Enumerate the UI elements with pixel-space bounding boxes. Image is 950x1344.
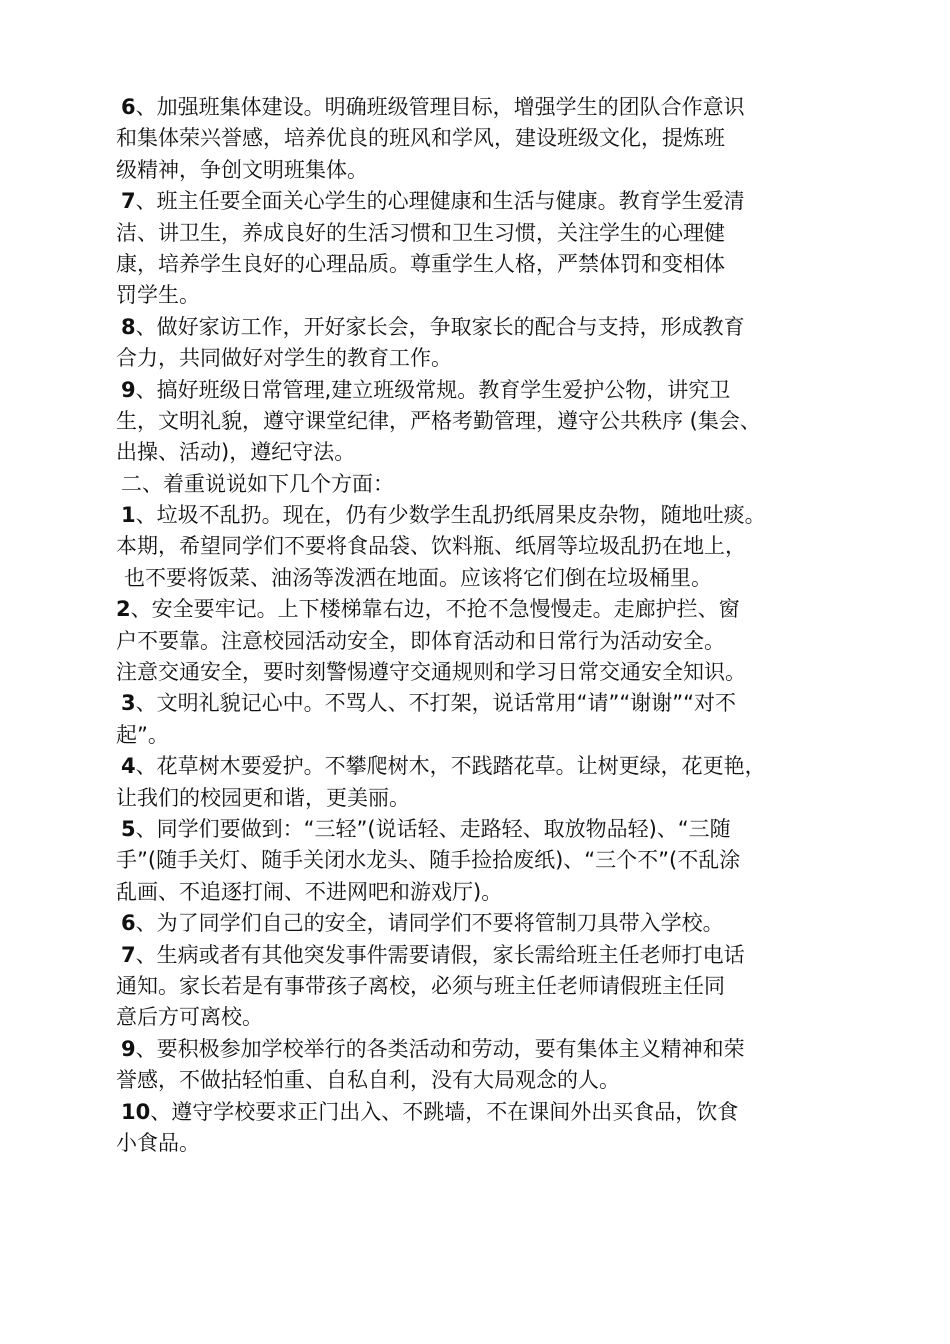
text-line	[116, 406, 856, 437]
line-text: 、班主任要全面关心学生的心理健康和生活与健康。教育学生爱清	[135, 189, 745, 214]
text-line	[116, 92, 856, 123]
text-line	[116, 469, 856, 500]
item-number: 7	[121, 942, 136, 967]
line-text: 二、着重说说如下几个方面：	[121, 471, 394, 496]
item-number: 6	[121, 95, 136, 119]
text-line	[116, 908, 856, 939]
text-line	[116, 783, 856, 814]
line-text: 、生病或者有其他突发事件需要请假，家长需给班主任老师打电话	[135, 942, 745, 967]
text-line	[116, 249, 856, 280]
text-line	[116, 1002, 856, 1033]
text-line	[116, 877, 856, 908]
line-text: 、要积极参加学校举行的各类活动和劳动，要有集体主义精神和荣	[135, 1036, 745, 1061]
line-text: 、加强班集体建设。明确班级管理目标，增强学生的团队合作意识	[135, 95, 745, 119]
line-text: 、花草树木要爱护。不攀爬树木，不践踏花草。让树更绿，花更艳，	[135, 754, 766, 779]
line-text: 本期，希望同学们不要将食品袋、饮料瓶、纸屑等垃圾乱扔在地上，	[116, 534, 746, 559]
text-line	[116, 312, 856, 343]
item-number: 6	[121, 911, 136, 936]
item-number: 9	[121, 1036, 136, 1061]
text-line	[116, 971, 856, 1002]
line-text: 、垃圾不乱扔。现在，仍有少数学生乱扔纸屑果皮杂物，随地吐痰。	[135, 503, 766, 528]
line-text: 罚学生。	[116, 283, 200, 308]
text-line	[116, 657, 856, 688]
line-text: 、遵守学校要求正门出入、不跳墙，不在课间外出买食品，饮食	[150, 1099, 739, 1124]
line-text: 让我们的校园更和谐，更美丽。	[116, 785, 410, 810]
item-number: 4	[121, 754, 136, 779]
item-number: 10	[121, 1099, 151, 1124]
text-line	[116, 814, 856, 845]
text-line	[116, 563, 856, 594]
text-line	[116, 626, 856, 657]
line-text: 生，文明礼貌，遵守课堂纪律，严格考勤管理，遵守公共秩序 (集会、	[116, 408, 761, 433]
line-text: 手”(随手关灯、随手关闭水龙头、随手捡拾废纸)、“三个不”(不乱涂	[116, 848, 741, 873]
text-line	[116, 1128, 856, 1159]
text-line	[116, 500, 856, 531]
text-line	[116, 594, 856, 625]
line-text: 、做好家访工作，开好家长会，争取家长的配合与支持，形成教育	[135, 314, 745, 339]
text-line	[116, 845, 856, 876]
text-line	[116, 155, 856, 186]
line-text: 誉感，不做拈轻怕重、自私自利，没有大局观念的人。	[116, 1068, 620, 1093]
item-number: 3	[121, 691, 136, 716]
text-line	[116, 375, 856, 406]
text-line	[116, 1034, 856, 1065]
line-text: 、搞好班级日常管理,建立班级常规。教育学生爱护公物，讲究卫	[135, 377, 731, 402]
text-line	[116, 940, 856, 971]
line-text: 户不要靠。注意校园活动安全，即体育活动和日常行为活动安全。	[116, 628, 725, 653]
line-text: 洁、讲卫生，养成良好的生活习惯和卫生习惯，关注学生的心理健	[116, 220, 725, 245]
text-line	[116, 531, 856, 562]
document-body	[116, 92, 856, 1159]
line-text: 、为了同学们自己的安全，请同学们不要将管制刀具带入学校。	[135, 911, 724, 936]
line-text: 出操、活动)，遵纪守法。	[116, 440, 356, 465]
line-text: 也不要将饭菜、油汤等泼洒在地面。应该将它们倒在垃圾桶里。	[124, 565, 712, 590]
line-text: 起”。	[116, 722, 169, 747]
line-text: 乱画、不追逐打闹、不进网吧和游戏厅)。	[116, 879, 503, 904]
line-text: 级精神，争创文明班集体。	[116, 157, 368, 182]
item-number: 1	[121, 503, 136, 528]
text-line	[116, 720, 856, 751]
text-line	[116, 751, 856, 782]
line-text: 、安全要牢记。上下楼梯靠右边，不抢不急慢慢走。走廊护拦、窗	[130, 597, 740, 622]
line-text: 、文明礼貌记心中。不骂人、不打架，说话常用“请”“谢谢”“对不	[135, 691, 737, 716]
text-line	[116, 186, 856, 217]
text-line	[116, 1097, 856, 1128]
text-line	[116, 688, 856, 719]
line-text: 意后方可离校。	[116, 1005, 263, 1030]
item-number: 7	[121, 189, 136, 214]
item-number: 5	[121, 816, 136, 841]
line-text: 和集体荣兴誉感，培养优良的班风和学风，建设班级文化，提炼班	[116, 126, 725, 151]
line-text: 通知。家长若是有事带孩子离校，必须与班主任老师请假班主任同	[116, 973, 725, 998]
line-text: 小食品。	[116, 1130, 200, 1155]
item-number: 9	[121, 377, 136, 402]
text-line	[116, 437, 856, 468]
item-number: 8	[121, 314, 136, 339]
item-number: 2	[116, 597, 131, 622]
text-line	[116, 218, 856, 249]
line-text: 注意交通安全，要时刻警惕遵守交通规则和学习日常交通安全知识。	[116, 660, 746, 685]
text-line	[116, 123, 856, 154]
text-line	[116, 343, 856, 374]
line-text: 、同学们要做到：“三轻”(说话轻、走路轻、取放物品轻)、“三随	[135, 816, 731, 841]
text-line	[116, 1065, 856, 1096]
line-text: 合力，共同做好对学生的教育工作。	[116, 346, 452, 371]
line-text: 康，培养学生良好的心理品质。尊重学生人格，严禁体罚和变相体	[116, 251, 725, 276]
text-line	[116, 280, 856, 311]
